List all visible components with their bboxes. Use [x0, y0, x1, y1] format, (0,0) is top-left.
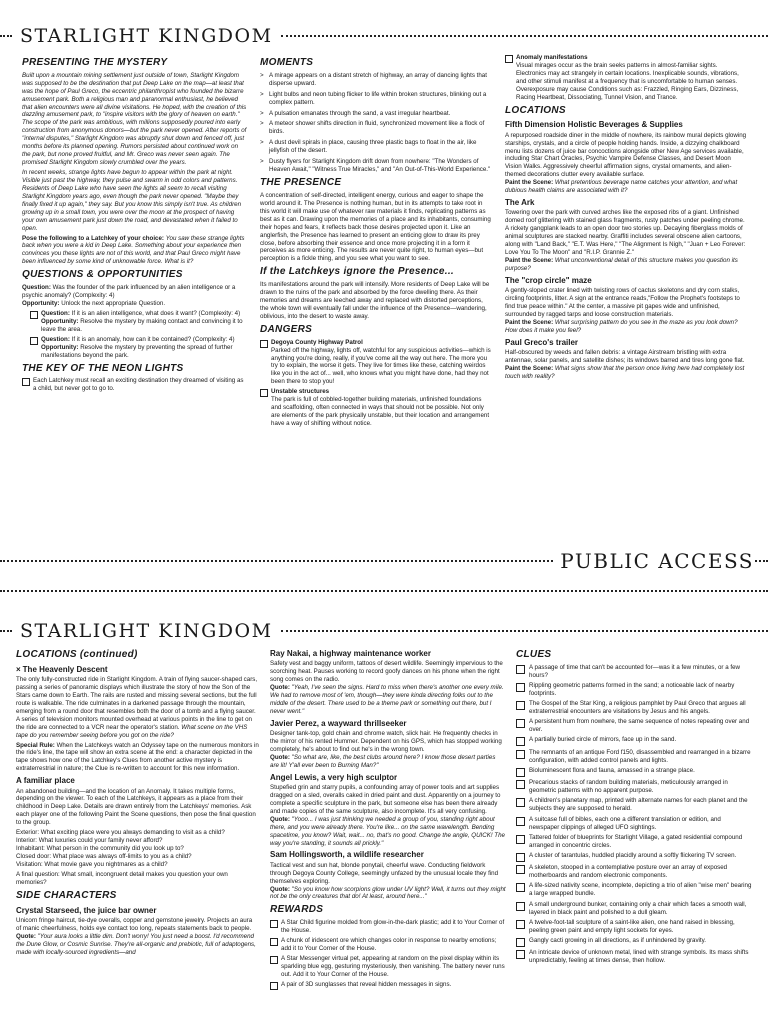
- paint-text: What unconventional detail of this structure makes you question its purpose?: [505, 257, 738, 272]
- paint-question: Exterior: What exciting place were you always demanding to visit as a child?: [16, 829, 225, 837]
- checkbox[interactable]: [516, 902, 525, 911]
- anomaly-text: Visual mirages occur as the brain seeks patterns in almost-familiar sights. Electronics may act strangely in certain locations. Inexplicable sounds, vibrations, and other stimuli manifest at a frequency that is uncomfortable to human senses. Overexposure may cause Conditions such as: Frazzled, Ringing Ears, Dizziness, Racing Heartbeat, Dissociating, Tunnel Vision, and Trance.: [516, 61, 739, 101]
- opportunity-text: Resolve the mystery by making contact and convincing it to leave the area.: [41, 317, 243, 333]
- clue-text: Tattered folder of blueprints for Starlight Village, a gated residential compound arranged in concentric circles.: [529, 833, 743, 849]
- paint-label: Paint the Scene:: [505, 179, 554, 187]
- list-item: > A dust devil spirals in place, causing three plastic bags to float in the air, like jellyfish of the desert.: [260, 139, 492, 155]
- list-item: > A mirage appears on a distant stretch of highway, an array of dancing lights that disperse upward.: [260, 72, 492, 88]
- clue-text: A partially buried circle of mirrors, face up in the sand.: [529, 736, 677, 744]
- opportunity-text: Unlock the next appropriate Question.: [61, 299, 166, 307]
- banner-rule: [0, 630, 12, 632]
- location-body: The only fully-constructed ride in Starlight Kingdom. A train of flying saucer-shaped cars, passing a series of panoramic displays which illustrate the story of how the Son of the Stars came down to Earth. The rails are rusted and missing several sections, but the full route is walkable. The ride culminates in a darkened passage through the mountain, emerging from a round door that resembles both the door of a tomb and a flying saucer. A series of television monitors mounted overhead at various points in the line to get on the ride are connected to a VCR near the operator's station.: [16, 676, 258, 731]
- paint-question: Interior: What luxuries could your family never afford?: [16, 837, 163, 845]
- pose-lead: Pose the following to a Latchkey of your choice:: [22, 234, 164, 242]
- quote-label: Quote:: [16, 932, 36, 940]
- reward-text: A pair of 3D sunglasses that reveal hidden messages in signs.: [281, 980, 452, 988]
- clue-text: A suitcase full of bibles, each one a different translation or edition, and newspaper clippings of alleged UFO sightings.: [529, 815, 721, 831]
- section-heading: CLUES: [516, 649, 552, 660]
- opportunity-label: Opportunity:: [22, 299, 60, 307]
- clue-text: A passage of time that can't be accounted for—was it a few minutes, or a few hours?: [529, 663, 740, 679]
- checkbox[interactable]: [270, 938, 278, 946]
- section-heading: PRESENTING THE MYSTERY: [22, 57, 168, 68]
- checkbox[interactable]: [22, 378, 30, 386]
- pose-prompt: [22, 235, 247, 267]
- locations-continued-column: [16, 646, 259, 1022]
- clue-item: [516, 901, 752, 917]
- checkbox[interactable]: [260, 389, 268, 397]
- question: [22, 284, 247, 308]
- banner-rule: [0, 35, 12, 37]
- checkbox[interactable]: [270, 982, 278, 990]
- clue-item: [516, 664, 752, 680]
- clue-item: [516, 882, 752, 898]
- clue-text: An intricate device of unknown metal, lined with strange symbols. Its mass shifts unpredictably, feeling at times dense, then hollow.: [529, 949, 749, 965]
- clue-item: [516, 779, 752, 795]
- clue-item: [516, 700, 752, 716]
- checkbox[interactable]: [516, 883, 525, 892]
- clue-text: A skeleton, stooped in a contemplative posture over an array of exposed motherboards and random electronic components.: [529, 864, 728, 880]
- character-text: [270, 730, 506, 770]
- location-text: [505, 349, 749, 381]
- paint-question: Inhabitant: What person in the community did you look up to?: [16, 845, 184, 853]
- character-text: [16, 917, 259, 957]
- checkbox[interactable]: [516, 737, 525, 746]
- anomaly-title: Anomaly manifestations: [516, 54, 588, 61]
- question-label: Question:: [41, 309, 70, 317]
- public-access-label: PUBLIC ACCESS: [554, 549, 754, 573]
- question-label: Question:: [22, 284, 51, 292]
- location-body: A gently-sloped crater lined with twisting rows of cactus skeletons and dry corn stalks, circling footprints, litter. A sign at the entrance reads,"Follow the Prophet's footsteps to find true peace within." At the center, a massive pit gapes wide and unfinished, surrounded by ragged tarps and loose construction materials.: [505, 287, 740, 318]
- location-title: The "crop circle" maze: [505, 275, 592, 285]
- checkbox[interactable]: [516, 817, 525, 826]
- section-heading: THE KEY OF THE NEON LIGHTS: [22, 362, 184, 374]
- section-heading: LOCATIONS (continued): [16, 649, 138, 660]
- section-heading: QUESTIONS & OPPORTUNITIES: [22, 269, 183, 281]
- special-label: Special Rule:: [16, 741, 55, 749]
- reward-item: [270, 919, 506, 935]
- section-heading: LOCATIONS: [505, 104, 566, 116]
- character-body: Unicorn fringe haircut, tie-dye overalls, copper and gemstone jewelry. Projects an aura of manic cheerfulness, holds eye contact too long, repeats statements back to people.: [16, 916, 253, 932]
- danger-name: Unstable structures: [271, 388, 330, 396]
- paragraph: A concentration of self-directed, intelligent energy, curious and eager to shape the world around it. The Presence is nothing human, but in its attempts to take root in this world it will make use of whatever raw materials it finds, replicating patterns as best as it can. Drawing upon the memories of a place and its inhabitants, consuming their hopes and fears, it reflects back those desires projected upon it. Like an anglerfish, the Presence has learned to present an enticing glow to draw its prey close, before absorbing their essence and once more projecting it in a form it perceives as more enticing. The results are never quite right, to human eyes—but perception is a fickle thing, and you see what you want to see.: [260, 191, 491, 263]
- paragraph: In recent weeks, strange lights have begun to appear within the park at night. Visible just past the highway, they pulse and swarm in odd colors and patterns. Residents of Deep Lake who have seen the lights all seem to recall visiting Starlight Kingdom years ago, even though the park never opened. "Maybe they finally fixed it up again," they say. But you know this simply isn't true. As children growing up in a small town, you were over the moon at the prospect of having your own amusement park just down the road, and devastated when it failed to open.: [22, 169, 242, 232]
- location-title: Fifth Dimension Holistic Beverages & Supplies: [505, 120, 683, 130]
- clue-text: A children's planetary map, printed with alternate names for each planet and the subjects they are supposed to herald.: [529, 797, 748, 813]
- checkbox[interactable]: [516, 835, 525, 844]
- clue-text: Bioluminescent flora and fauna, amassed in a strange place.: [529, 766, 695, 774]
- opportunity-text: Resolve the mystery by preventing the spread of further manifestations beyond the park.: [41, 343, 233, 359]
- banner-rule: [281, 630, 768, 632]
- clue-text: Precarious stacks of random building materials, meticulously arranged in geometric patterns with no apparent purpose.: [529, 779, 728, 795]
- checkbox[interactable]: [516, 683, 525, 692]
- paint-label: Paint the Scene:: [505, 364, 554, 372]
- opportunity-label: Opportunity:: [41, 317, 79, 325]
- key-item: [22, 377, 247, 393]
- reward-item: [270, 937, 506, 953]
- x-mark-icon: ×: [16, 664, 21, 674]
- checkbox[interactable]: [516, 768, 525, 777]
- reward-item: [270, 981, 506, 990]
- clue-item: [516, 797, 752, 813]
- top-banner: [0, 23, 768, 49]
- locations-column: [505, 54, 749, 544]
- location-body: A repurposed roadside diner in the middle of nowhere, its rainbow mural depicts glowing starships, crystals, and a circle of people holding hands. Inside, a dizzying chalkboard menu lists dozens of juice bar concoctions alongside other New Age services available, including Star Chart Oracles, Psychic Vampire Defense Classes, and Desert Moon Vision Walks. Aggressively cheerful affirmation signs, crystal ornaments, and alien-themed decorations clutter every available surface.: [505, 131, 747, 179]
- quote-text: "Yooo... I was just thinking we needed a group of you, standing right about there, and you were already there. You're like... on the same wavelength. Bending spacetime, you know? Wait, wait... no, that's no good. Change the angle, QUICK! The way you're standing, it sounds all prickly.": [270, 815, 505, 847]
- checkbox[interactable]: [516, 853, 525, 862]
- checkbox[interactable]: [516, 938, 525, 947]
- clue-item: [516, 864, 752, 880]
- danger-item: [260, 388, 492, 428]
- question-text: If it is an anomaly, how can it be contained? (Complexity: 4): [71, 335, 235, 343]
- clues-column: [516, 646, 752, 1022]
- quote-text: "So what are, like, the best clubs around here? I know those desert parties are lit! Y'all ever been to Burning Man?": [270, 753, 496, 769]
- section-heading: MOMENTS: [260, 57, 314, 68]
- checkbox[interactable]: [516, 665, 525, 674]
- location-title: A familiar place: [16, 776, 75, 786]
- moments-list: [260, 72, 492, 174]
- reward-text: A Star Messenger virtual pet, appearing at random on the pixel display within its sparkling blue egg, gesturing mysteriously, then vanishing. The battery never runs out. Add it to Your Corner of the House.: [281, 954, 505, 978]
- clue-item: [516, 949, 752, 965]
- clue-item: [516, 834, 752, 850]
- quote-label: Quote:: [270, 753, 290, 761]
- paint-text: What signs show that the person once living here had completely lost touch with reality?: [505, 364, 745, 380]
- clue-text: A twelve-foot-tall sculpture of a saint-like alien, one hand raised in blessing, peeling green paint and empty light sockets for eyes.: [529, 918, 735, 934]
- location-body: Towering over the park with curved arches like the exposed ribs of a giant. Unfinished domed roof glittering with stained glass fragments, rusty patches under peeling chrome. A rickety gangplank leads to an open door two stories up. Decaying fiberglass molds of animal sculptures are stacked nearby. Graffiti includes several obscene alien cartoons, along with "Land Back," "E.T. Was Here," "The Alignment Is Nigh," "Juan + Leo Forever: Love You To The Moon" and "R.I.P. Grannie Z.": [505, 209, 746, 257]
- question-text: Was the founder of the park influenced by an alien intelligence or a psychic anomaly? (Complexity: 4): [22, 284, 236, 300]
- bottom-banner: [0, 618, 768, 644]
- paint-text: What scene on the VHS tape do you remember seeing before you got on the ride?: [16, 723, 248, 739]
- section-heading: REWARDS: [270, 904, 324, 916]
- paragraph: Built upon a mountain mining settlement just outside of town, Starlight Kingdom was supposed to be the destination that put Deep Lake on the map—at least that was the hope of Paul Greco, the eccentric philanthropist who founded the bizarre amusement park. Both a religious man and paranormal enthusiast, he believed that alien encounters were all divine visitations. He hoped, with the creation of this dazzling amusement park, to "inspire visitors with the glory of heaven on earth." The scope of the park was ambitious, with millions supposedly poured into early construction from anonymous donors—but the park never opened. After reports of "internal disputes," Starlight Kingdom was abruptly shut down and fenced off, just months before its planned opening. Rumors persisted about continued work on the park, but none proved fruitful, and Mr. Greco was never seen again. The promised Starlight Kingdom slowly crumbled over the years.: [22, 71, 247, 167]
- clue-item: [516, 718, 752, 734]
- character-text: [270, 862, 506, 902]
- moments-column: [260, 54, 492, 544]
- clue-item: [516, 852, 752, 862]
- banner-title: STARLIGHT KINGDOM: [20, 620, 273, 642]
- checkbox[interactable]: [516, 950, 525, 959]
- checkbox[interactable]: [270, 956, 278, 964]
- danger-item: [260, 339, 492, 387]
- paint-text: What pretentious beverage name catches your attention, and what dubious health claims are associated with it?: [505, 179, 738, 195]
- location-text: [505, 132, 749, 196]
- section-heading: DANGERS: [260, 323, 313, 335]
- clue-item: [516, 816, 752, 832]
- checkbox[interactable]: [260, 340, 268, 348]
- opportunity-label: Opportunity:: [41, 343, 79, 351]
- clue-text: A small underground bunker, containing only a chair which faces a smooth wall, layered in black paint and polished to a dull gleam.: [529, 900, 747, 916]
- paint-label: Paint the Scene:: [505, 318, 554, 326]
- sub-question: [22, 310, 247, 334]
- clue-text: The remnants of an antique Ford f150, disassembled and rearranged in a bizarre configuration, with added control panels and lights.: [529, 748, 751, 764]
- question-text: If it is an alien intelligence, what does it want? (Complexity: 4): [71, 309, 241, 317]
- section-heading: If the Latchkeys ignore the Presence...: [260, 266, 454, 278]
- checkbox[interactable]: [516, 865, 525, 874]
- location-body: Half-obscured by weeds and fallen debris: a vintage Airstream bristling with extra antennae, solar panels, and satellite dishes; its windows barred and tires long gone flat.: [505, 348, 745, 364]
- clue-list: [516, 664, 752, 965]
- quote-label: Quote:: [270, 684, 290, 692]
- paint-text: What surprising pattern do you see in the maze as you look down? How does it make you feel?: [505, 318, 738, 334]
- clue-item: [516, 749, 752, 765]
- clue-item: [516, 682, 752, 698]
- quote-text: "So you know how scorpions glow under UV light? Well, it turns out they might not be the only creatures that do! At least, around here...": [270, 885, 506, 901]
- reward-text: A Star Child figurine molded from glow-in-the-dark plastic; add it to Your Corner of the House.: [281, 919, 505, 935]
- character-text: [270, 784, 506, 848]
- quote-label: Quote:: [270, 885, 290, 893]
- location-text: An abandoned building—and the location of an Anomaly. It takes multiple forms, depending on the viewer. To each of the Latchkeys, it appears as a place from their childhood in Deep Lake. Details are drawn entirely from the Latchkeys' memories. Ask each player one of the following Paint the Scene questions, then pose the final question to the group.: [16, 787, 256, 827]
- reward-item: [270, 955, 506, 979]
- clue-item: [516, 736, 752, 746]
- sub-question: [22, 336, 247, 360]
- checkbox[interactable]: [30, 337, 38, 345]
- checkbox[interactable]: [270, 920, 278, 928]
- checkbox[interactable]: [516, 701, 525, 710]
- character-name: Ray Nakai, a highway maintenance worker: [270, 649, 431, 658]
- location-title: [16, 665, 259, 675]
- character-body: Stupefied grin and starry pupils, a confounding array of power tools and art supplies dragged on a sled, overalls caked in dried paint and dust. Apparently on a journey to complete a specific sculpture in the park, but someone else has been there already and made copies of the same sculpture, also incomplete. It's all very confusing.: [270, 783, 501, 815]
- banner-rule: [281, 35, 768, 37]
- checkbox[interactable]: [505, 55, 513, 63]
- final-question: A final question: What small, incongruent detail makes you question your own memories?: [16, 870, 228, 886]
- clue-text: The Gospel of the Star King, a religious pamphlet by Paul Greco that argues all extraterrestrial encounters are visitations by Jesus and his angels.: [529, 700, 746, 716]
- character-body: Safety vest and baggy uniform, tattoos of desert wildlife. Seemingly impervious to the scorching heat. Pauses working to record goofy dances on his phone when the right song comes on the radio.: [270, 660, 503, 684]
- location-title: Paul Greco's trailer: [505, 337, 579, 347]
- paragraph: Its manifestations around the park will intensify. More residents of Deep Lake will be drawn to the ruins of the park and absorbed by the force dwelling there. As their memories and dreams are leeched away and replaced with distorted perceptions, the whole town will eventually fall under the influence of the Presence—wandering, oblivious, into the desert to waste away.: [260, 281, 490, 320]
- presenting-column: [22, 54, 247, 544]
- reward-text: A chunk of iridescent ore which changes color in response to nearby emotions; add it to Your Corner of the House.: [281, 937, 497, 952]
- question-label: Question:: [41, 335, 70, 343]
- banner-title: STARLIGHT KINGDOM: [20, 25, 273, 47]
- quote-text: "Yeah, I've seen the signs. Hard to miss when there's another one every mile. We had to remove most of 'em, though—they were kinda directing folks out to the middle of the desert. There used to be a theme park or something out there, but I never went.": [270, 684, 504, 715]
- danger-name: Degoya County Highway Patrol: [271, 338, 363, 346]
- clue-text: Rippling geometric patterns formed in the sand; a noticeable lack of nearby footprints.: [529, 681, 735, 697]
- anomaly-item: [505, 54, 749, 102]
- list-item: > Dusty flyers for Starlight Kingdom drift down from nowhere: "The Wonders of Heaven Await," "Witness True Miracles," and "An Out-of-This-World Experience.": [260, 158, 492, 174]
- location-name: The Heavenly Descent: [22, 664, 108, 674]
- clue-text: A persistent hum from nowhere, the same sequence of notes repeating over and over.: [529, 718, 750, 734]
- checkbox[interactable]: [516, 750, 525, 759]
- character-text: [270, 660, 506, 716]
- clue-text: A life-sized nativity scene, incomplete, depicting a trio of alien "wise men" bearing a large wrapped bundle.: [529, 882, 752, 898]
- checkbox[interactable]: [30, 311, 38, 319]
- section-heading: SIDE CHARACTERS: [16, 889, 117, 901]
- paint-label: Paint the Scene:: [505, 257, 554, 265]
- checkbox[interactable]: [516, 798, 525, 807]
- danger-text: The park is full of cobbled-together building materials, unfinished foundations and scaffolding, often connected in ways that should not be possible. Not only are elements of the park physically unstable, but their location and arrangement have a way of shifting without notice.: [271, 396, 490, 427]
- paint-question: Visitation: What movie gave you nightmares as a child?: [16, 860, 168, 868]
- list-item: > A meteor shower shifts direction in fluid, synchronized movement like a flock of birds.: [260, 120, 492, 136]
- clue-item: [516, 919, 752, 935]
- character-name: Angel Lewis, a very high sculptor: [270, 772, 398, 782]
- quote-label: Quote:: [270, 815, 290, 823]
- location-text: [16, 676, 259, 740]
- checkbox[interactable]: [516, 719, 525, 728]
- character-body: Tactical vest and sun hat, blonde ponytail, cheerful wave. Conducting fieldwork through Degoya County College, seemingly unfazed by the unusual locale they find themselves exploring.: [270, 861, 499, 885]
- list-item: > A pulsation emanates through the sand, a vast irregular heartbeat.: [260, 110, 492, 118]
- list-item: > Light bulbs and neon tubing flicker to life within broken structures, blinking out a complex pattern.: [260, 91, 492, 107]
- special-text: When the Latchkeys watch an Odyssey tape on the numerous monitors in the ride's line, the tape will show an extra scene at the end: a character depicted in the tape shows how one of the Latchkey's Clues from another active mystery is extraterrestrial in nature; the Clue is re-written to account for this new information.: [16, 741, 259, 773]
- special-rule: [16, 742, 259, 774]
- characters-column: [270, 646, 506, 1022]
- location-text: [505, 209, 749, 273]
- quote-text: "Your aura looks a little dim. Don't worry! You just need a boost. I'd recommend the Dune Glow, or Cosmic Sunrise. They're all-organic and prebiotic, full of adaptogens, made with locally-sourced ingredients—and: [16, 932, 256, 956]
- character-name: Javier Perez, a wayward thrillseeker: [270, 718, 407, 728]
- clue-text: A cluster of tarantulas, huddled placidly around a softly flickering TV screen.: [529, 851, 737, 859]
- clue-item: [516, 767, 752, 777]
- clue-text: Gangly cacti growing in all directions, as if unhindered by gravity.: [529, 936, 707, 944]
- location-text: [505, 287, 749, 335]
- familiar-questions: [16, 829, 259, 869]
- checkbox[interactable]: [516, 920, 525, 929]
- clue-item: [516, 937, 752, 947]
- section-heading: THE PRESENCE: [260, 177, 342, 189]
- cut-line: [0, 590, 768, 592]
- location-title: The Ark: [505, 198, 535, 208]
- paint-question: Closed door: What place was always off-limits to you as a child?: [16, 853, 192, 861]
- character-body: Designer tank-top, gold chain and chrome watch, slick hair. He frequently checks in the mirror of his rented Hummer. Dependent on his GPS, which has stopped working completely, he's about to find out he's in the wrong town.: [270, 730, 502, 753]
- character-name: Sam Hollingsworth, a wildlife researcher: [270, 850, 424, 860]
- checkbox[interactable]: [516, 780, 525, 789]
- key-text: Each Latchkey must recall an exciting destination they dreamed of visiting as a child, but never got to go to.: [33, 377, 244, 393]
- danger-text: Parked off the highway, lights off, watchful for any suspicious activities—which is anything you're doing, really, if you've come all the way out here. The more you try to explain, the worse it gets. They live for times like these, catching weirdos like you in the act of... well, who knows what you might have done, had they not been there to stop you!: [271, 346, 491, 386]
- pose-text: You saw these strange lights back when you were a kid in Deep Lake. Something about your experience then convinces you these lights are not of this world, and that Paul Greco might have been influenced by some kind of unknowable force. What is it?: [22, 234, 245, 266]
- character-name: Crystal Starseed, the juice bar owner: [16, 905, 157, 915]
